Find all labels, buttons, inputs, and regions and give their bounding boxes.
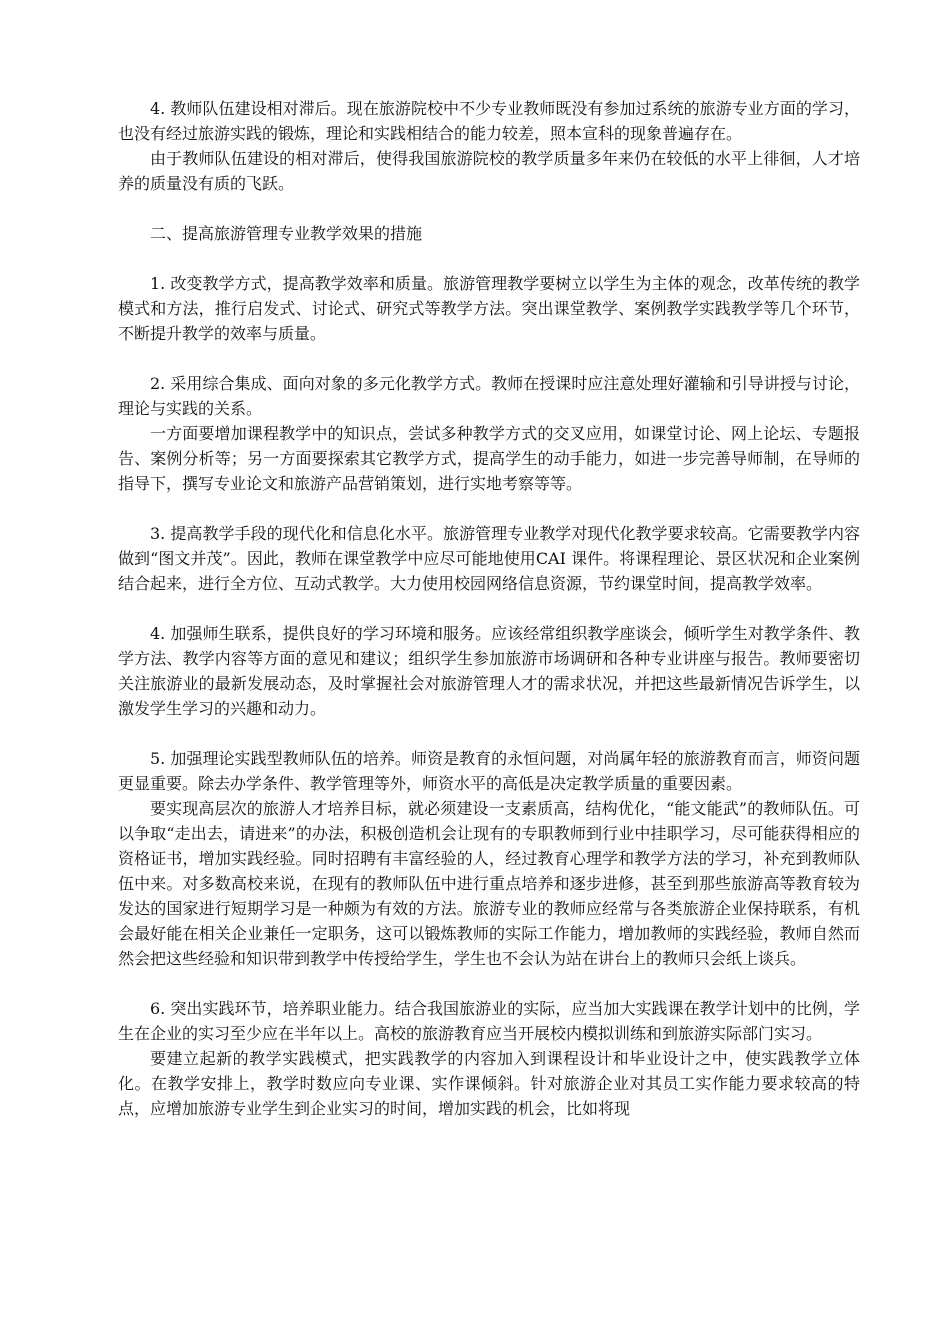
paragraph-gap bbox=[118, 971, 860, 996]
paragraph-measure-5: 5. 加强理论实践型教师队伍的培养。师资是教育的永恒问题，对尚属年轻的旅游教育而言，师资问题更显重要。除去办学条件、教学管理等外，师资水平的高低是决定教学质量的重要因素。 bbox=[118, 749, 860, 793]
paragraph-gap bbox=[118, 596, 860, 621]
paragraph-measure-1: 1. 改变教学方式，提高教学效率和质量。旅游管理教学要树立以学生为主体的观念，改革传统的教学模式和方法，推行启发式、讨论式、研究式等教学方法。突出课堂教学、案例教学实践教学等几个环节，不断提升教学的效率与质量。 bbox=[118, 274, 860, 343]
paragraph-gap bbox=[118, 496, 860, 521]
paragraph-gap bbox=[118, 246, 860, 271]
paragraph-measure-2: 2. 采用综合集成、面向对象的多元化教学方式。教师在授课时应注意处理好灌输和引导讲授与讨论，理论与实践的关系。 bbox=[118, 374, 860, 418]
paragraph-measure-2-detail: 一方面要增加课程教学中的知识点，尝试多种教学方式的交叉应用，如课堂讨论、网上论坛、专题报告、案例分析等；另一方面要探索其它教学方式，提高学生的动手能力，如进一步完善导师制，在导师的指导下，撰写专业论文和旅游产品营销策划，进行实地考察等等。 bbox=[118, 424, 860, 493]
paragraph-measure-4: 4. 加强师生联系，提供良好的学习环境和服务。应该经常组织教学座谈会，倾听学生对教学条件、教学方法、教学内容等方面的意见和建议；组织学生参加旅游市场调研和各种专业讲座与报告。教师要密切关注旅游业的最新发展动态，及时掌握社会对旅游管理人才的需求状况，并把这些最新情况告诉学生，以激发学生学习的兴趣和动力。 bbox=[118, 624, 860, 718]
paragraph-measure-6: 6. 突出实践环节，培养职业能力。结合我国旅游业的实际，应当加大实践课在教学计划中的比例，学生在企业的实习至少应在半年以上。高校的旅游教育应当开展校内模拟训练和到旅游实际部门实习。 bbox=[118, 999, 860, 1043]
paragraph-gap bbox=[118, 346, 860, 371]
paragraph-gap bbox=[118, 196, 860, 221]
paragraph-teachers-consequence: 由于教师队伍建设的相对滞后，使得我国旅游院校的教学质量多年来仍在较低的水平上徘徊，人才培养的质量没有质的飞跃。 bbox=[118, 149, 860, 193]
paragraph-measure-3: 3. 提高教学手段的现代化和信息化水平。旅游管理专业教学对现代化教学要求较高。它需要教学内容做到“图文并茂”。因此，教师在课堂教学中应尽可能地使用CAI 课件。将课程理论、景区状况和企业案例结合起来，进行全方位、互动式教学。大力使用校园网络信息资源，节约课堂时间，提高教学效率。 bbox=[118, 524, 860, 593]
section-heading: 二、提高旅游管理专业教学效果的措施 bbox=[150, 224, 423, 243]
paragraph-gap bbox=[118, 721, 860, 746]
paragraph-measure-6-detail: 要建立起新的教学实践模式，把实践教学的内容加入到课程设计和毕业设计之中，使实践教学立体化。在教学安排上，教学时数应向专业课、实作课倾斜。针对旅游企业对其员工实作能力要求较高的特点，应增加旅游专业学生到企业实习的时间，增加实践的机会，比如将现 bbox=[118, 1049, 860, 1118]
document-page bbox=[118, 96, 860, 1121]
paragraph-point4-teachers: 4. 教师队伍建设相对滞后。现在旅游院校中不少专业教师既没有参加过系统的旅游专业方面的学习，也没有经过旅游实践的锻炼，理论和实践相结合的能力较差，照本宣科的现象普遍存在。 bbox=[118, 99, 860, 143]
paragraph-measure-5-detail: 要实现高层次的旅游人才培养目标，就必须建设一支素质高，结构优化，“能文能武”的教师队伍。可以争取“走出去，请进来”的办法，积极创造机会让现有的专职教师到行业中挂职学习，尽可能获得相应的资格证书，增加实践经验。同时招聘有丰富经验的人，经过教育心理学和教学方法的学习，补充到教师队伍中来。对多数高校来说，在现有的教师队伍中进行重点培养和逐步进修，甚至到那些旅游高等教育较为发达的国家进行短期学习是一种颇为有效的方法。旅游专业的教师应经常与各类旅游企业保持联系，有机会最好能在相关企业兼任一定职务，这可以锻炼教师的实际工作能力，增加教师的实践经验，教师自然而然会把这些经验和知识带到教学中传授给学生，学生也不会认为站在讲台上的教师只会纸上谈兵。 bbox=[118, 799, 860, 968]
